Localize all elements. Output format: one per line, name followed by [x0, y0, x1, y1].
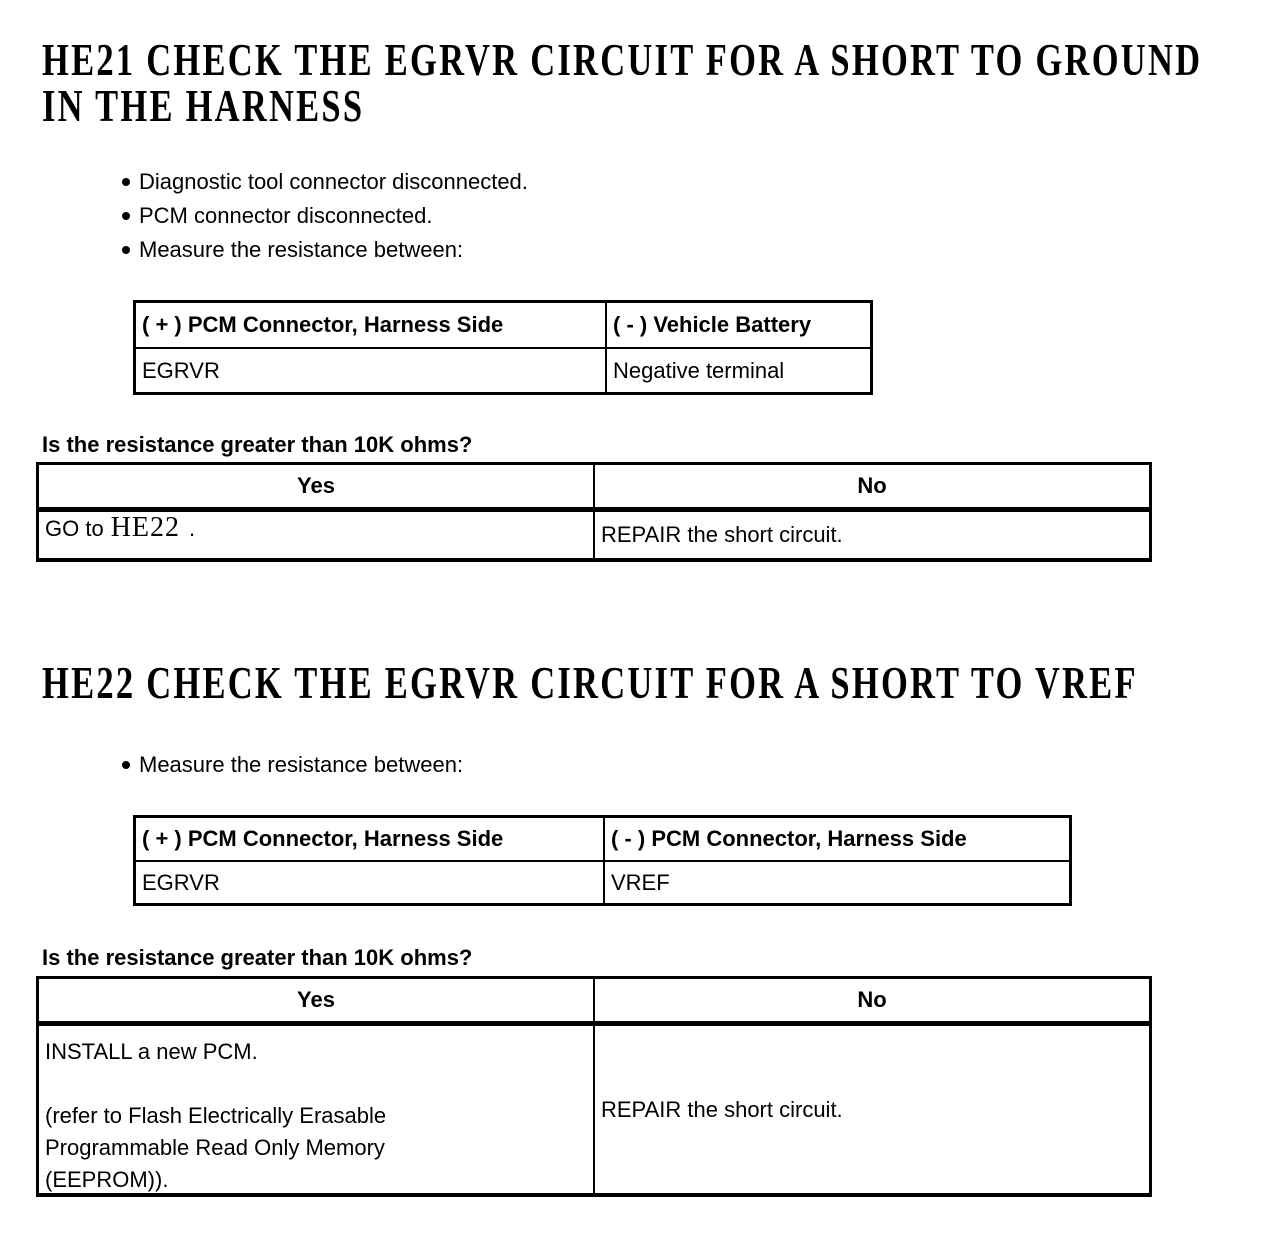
value-cell-negative: VREF	[603, 862, 1069, 903]
header-cell-positive: ( + ) PCM Connector, Harness Side	[142, 826, 504, 851]
he22-link[interactable]: HE22	[110, 512, 181, 543]
he22-measure-table	[133, 815, 1072, 906]
table-header-row	[39, 979, 1149, 1021]
value-cell-positive: EGRVR	[142, 357, 220, 383]
yes-action-prefix: GO to	[45, 516, 104, 541]
section-title-he22	[42, 657, 1138, 708]
bullet-item	[122, 165, 528, 199]
table-row	[136, 860, 1069, 903]
section-title-he21-line1: HE21 CHECK THE EGRVR CIRCUIT FOR A SHORT TO GROUND	[42, 34, 1203, 85]
bullet-text: Measure the resistance between:	[139, 237, 464, 262]
he22-question: Is the resistance greater than 10K ohms?	[42, 945, 473, 970]
he21-question: Is the resistance greater than 10K ohms?	[42, 432, 473, 457]
bullet-item	[122, 199, 528, 233]
he22-decision-table	[36, 976, 1152, 1197]
yes-action-line1: INSTALL a new PCM.	[45, 1039, 258, 1064]
header-cell-yes: Yes	[297, 473, 335, 498]
yes-action-line2: (refer to Flash Electrically Erasable Programmable Read Only Memory (EEPROM)).	[45, 1103, 387, 1192]
no-action-cell: REPAIR the short circuit.	[593, 1026, 1149, 1193]
yes-action-cell	[39, 1026, 593, 1193]
he21-bullet-list	[122, 165, 528, 267]
bullet-icon	[122, 178, 130, 186]
bullet-text: PCM connector disconnected.	[139, 203, 433, 228]
header-cell-no: No	[593, 465, 1149, 507]
bullet-item	[122, 233, 528, 267]
bullet-icon	[122, 761, 130, 769]
table-row	[39, 507, 1149, 558]
section-title-he21	[42, 34, 1203, 131]
table-header-row	[136, 303, 870, 347]
bullet-text: Measure the resistance between:	[139, 752, 464, 777]
header-cell-no: No	[593, 979, 1149, 1021]
value-cell-positive: EGRVR	[142, 869, 220, 895]
yes-action-suffix: .	[189, 516, 196, 541]
section-title-he22-line1: HE22 CHECK THE EGRVR CIRCUIT FOR A SHORT TO VREF	[42, 657, 1138, 708]
he21-measure-table	[133, 300, 873, 395]
no-action-cell: REPAIR the short circuit.	[593, 512, 1149, 558]
table-row	[136, 347, 870, 392]
bullet-text: Diagnostic tool connector disconnected.	[139, 169, 528, 194]
he22-bullet-list	[122, 748, 463, 782]
table-header-row	[136, 818, 1069, 860]
bullet-icon	[122, 246, 130, 254]
section-title-he21-line2: IN THE HARNESS	[42, 80, 365, 131]
he21-decision-table	[36, 462, 1152, 562]
yes-action-cell	[39, 512, 593, 558]
bullet-item	[122, 748, 463, 782]
header-cell-yes: Yes	[297, 987, 335, 1012]
table-header-row	[39, 465, 1149, 507]
table-row	[39, 1021, 1149, 1193]
value-cell-negative: Negative terminal	[605, 349, 870, 392]
header-cell-positive: ( + ) PCM Connector, Harness Side	[142, 312, 504, 337]
bullet-icon	[122, 212, 130, 220]
header-cell-negative: ( - ) Vehicle Battery	[605, 303, 870, 347]
header-cell-negative: ( - ) PCM Connector, Harness Side	[603, 818, 1069, 860]
